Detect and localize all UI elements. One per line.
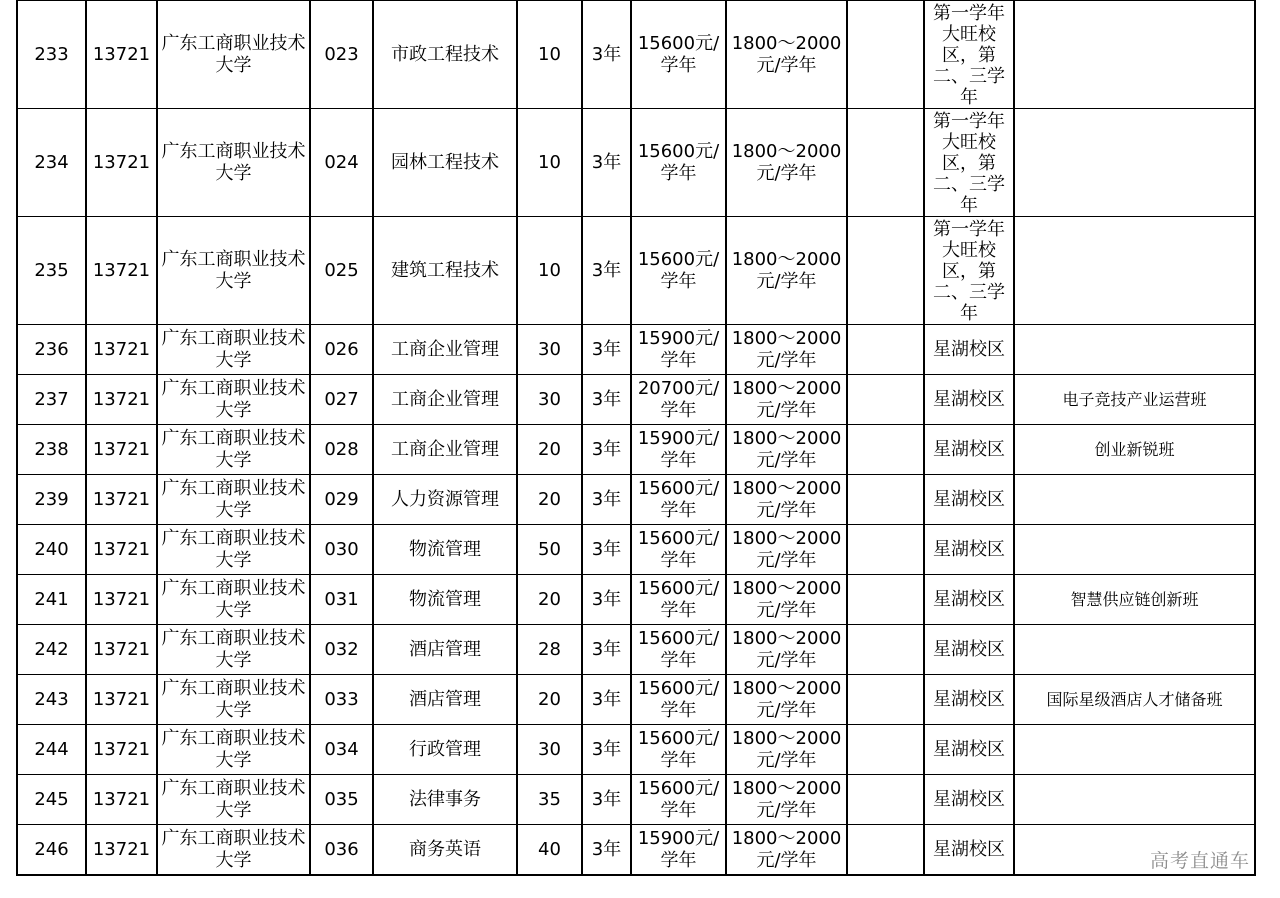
plan-count-cell: 35	[517, 775, 582, 825]
admissions-plan-table	[16, 0, 1256, 876]
accommodation-fee-cell: 1800～2000元/学年	[726, 825, 847, 876]
duration-cell: 3年	[582, 325, 631, 375]
tuition-cell: 15600元/学年	[631, 1, 726, 109]
school-code-cell: 13721	[86, 109, 157, 217]
plan-count-cell: 30	[517, 325, 582, 375]
major-name-cell: 商务英语	[373, 825, 517, 876]
campus-cell: 星湖校区	[924, 625, 1014, 675]
plan-count-cell: 30	[517, 725, 582, 775]
tuition-cell: 15600元/学年	[631, 625, 726, 675]
school-name-cell: 广东工商职业技术大学	[157, 425, 310, 475]
plan-count-cell: 20	[517, 575, 582, 625]
major-name-cell: 人力资源管理	[373, 475, 517, 525]
accommodation-fee-cell: 1800～2000元/学年	[726, 625, 847, 675]
seq-cell: 242	[17, 625, 86, 675]
remark-cell	[1014, 725, 1255, 775]
accommodation-fee-cell: 1800～2000元/学年	[726, 575, 847, 625]
remark-cell	[1014, 625, 1255, 675]
school-name-cell: 广东工商职业技术大学	[157, 109, 310, 217]
campus-cell: 星湖校区	[924, 375, 1014, 425]
accommodation-fee-cell: 1800～2000元/学年	[726, 217, 847, 325]
table-row	[17, 325, 1255, 375]
campus-cell: 星湖校区	[924, 425, 1014, 475]
tuition-cell: 20700元/学年	[631, 375, 726, 425]
tuition-cell: 15900元/学年	[631, 325, 726, 375]
duration-cell: 3年	[582, 625, 631, 675]
tuition-cell: 15600元/学年	[631, 775, 726, 825]
school-name-cell: 广东工商职业技术大学	[157, 325, 310, 375]
table-body	[17, 1, 1255, 876]
major-name-cell: 工商企业管理	[373, 425, 517, 475]
plan-count-cell: 20	[517, 675, 582, 725]
seq-cell: 236	[17, 325, 86, 375]
seq-cell: 245	[17, 775, 86, 825]
duration-cell: 3年	[582, 1, 631, 109]
duration-cell: 3年	[582, 375, 631, 425]
major-code-cell: 031	[310, 575, 373, 625]
duration-cell: 3年	[582, 525, 631, 575]
remark-cell	[1014, 1, 1255, 109]
school-name-cell: 广东工商职业技术大学	[157, 575, 310, 625]
table-row	[17, 775, 1255, 825]
remark-cell: 国际星级酒店人才储备班	[1014, 675, 1255, 725]
school-code-cell: 13721	[86, 725, 157, 775]
accommodation-fee-cell: 1800～2000元/学年	[726, 109, 847, 217]
school-code-cell: 13721	[86, 775, 157, 825]
empty-cell	[847, 575, 924, 625]
table-row	[17, 375, 1255, 425]
plan-count-cell: 10	[517, 1, 582, 109]
major-name-cell: 工商企业管理	[373, 375, 517, 425]
empty-cell	[847, 1, 924, 109]
major-code-cell: 025	[310, 217, 373, 325]
major-code-cell: 035	[310, 775, 373, 825]
plan-count-cell: 10	[517, 217, 582, 325]
plan-count-cell: 40	[517, 825, 582, 876]
plan-count-cell: 20	[517, 425, 582, 475]
school-name-cell: 广东工商职业技术大学	[157, 375, 310, 425]
major-code-cell: 032	[310, 625, 373, 675]
empty-cell	[847, 825, 924, 876]
remark-cell: 电子竞技产业运营班	[1014, 375, 1255, 425]
duration-cell: 3年	[582, 475, 631, 525]
duration-cell: 3年	[582, 425, 631, 475]
major-name-cell: 物流管理	[373, 525, 517, 575]
school-code-cell: 13721	[86, 375, 157, 425]
accommodation-fee-cell: 1800～2000元/学年	[726, 725, 847, 775]
empty-cell	[847, 775, 924, 825]
major-code-cell: 026	[310, 325, 373, 375]
school-code-cell: 13721	[86, 217, 157, 325]
school-name-cell: 广东工商职业技术大学	[157, 725, 310, 775]
empty-cell	[847, 475, 924, 525]
school-name-cell: 广东工商职业技术大学	[157, 675, 310, 725]
campus-cell: 星湖校区	[924, 575, 1014, 625]
duration-cell: 3年	[582, 575, 631, 625]
campus-cell: 第一学年大旺校区，第二、三学年	[924, 109, 1014, 217]
major-name-cell: 法律事务	[373, 775, 517, 825]
remark-cell	[1014, 525, 1255, 575]
seq-cell: 234	[17, 109, 86, 217]
seq-cell: 233	[17, 1, 86, 109]
remark-cell	[1014, 325, 1255, 375]
tuition-cell: 15600元/学年	[631, 525, 726, 575]
major-code-cell: 036	[310, 825, 373, 876]
seq-cell: 237	[17, 375, 86, 425]
school-code-cell: 13721	[86, 475, 157, 525]
seq-cell: 239	[17, 475, 86, 525]
school-name-cell: 广东工商职业技术大学	[157, 625, 310, 675]
campus-cell: 星湖校区	[924, 675, 1014, 725]
major-code-cell: 028	[310, 425, 373, 475]
empty-cell	[847, 525, 924, 575]
tuition-cell: 15600元/学年	[631, 675, 726, 725]
school-name-cell: 广东工商职业技术大学	[157, 775, 310, 825]
accommodation-fee-cell: 1800～2000元/学年	[726, 675, 847, 725]
table-row	[17, 425, 1255, 475]
school-code-cell: 13721	[86, 675, 157, 725]
table-row	[17, 675, 1255, 725]
empty-cell	[847, 325, 924, 375]
major-code-cell: 024	[310, 109, 373, 217]
tuition-cell: 15900元/学年	[631, 825, 726, 876]
table-row	[17, 625, 1255, 675]
campus-cell: 星湖校区	[924, 725, 1014, 775]
remark-cell: 创业新锐班	[1014, 425, 1255, 475]
table-row	[17, 1, 1255, 109]
tuition-cell: 15900元/学年	[631, 425, 726, 475]
seq-cell: 244	[17, 725, 86, 775]
school-code-cell: 13721	[86, 825, 157, 876]
major-name-cell: 建筑工程技术	[373, 217, 517, 325]
major-code-cell: 029	[310, 475, 373, 525]
campus-cell: 星湖校区	[924, 475, 1014, 525]
campus-cell: 第一学年大旺校区，第二、三学年	[924, 1, 1014, 109]
major-name-cell: 酒店管理	[373, 625, 517, 675]
campus-cell: 星湖校区	[924, 325, 1014, 375]
empty-cell	[847, 217, 924, 325]
tuition-cell: 15600元/学年	[631, 109, 726, 217]
accommodation-fee-cell: 1800～2000元/学年	[726, 775, 847, 825]
duration-cell: 3年	[582, 775, 631, 825]
seq-cell: 240	[17, 525, 86, 575]
empty-cell	[847, 625, 924, 675]
major-code-cell: 030	[310, 525, 373, 575]
seq-cell: 241	[17, 575, 86, 625]
accommodation-fee-cell: 1800～2000元/学年	[726, 475, 847, 525]
table-row	[17, 725, 1255, 775]
campus-cell: 星湖校区	[924, 825, 1014, 876]
major-code-cell: 033	[310, 675, 373, 725]
tuition-cell: 15600元/学年	[631, 475, 726, 525]
accommodation-fee-cell: 1800～2000元/学年	[726, 1, 847, 109]
table-row	[17, 575, 1255, 625]
campus-cell: 第一学年大旺校区，第二、三学年	[924, 217, 1014, 325]
major-name-cell: 物流管理	[373, 575, 517, 625]
empty-cell	[847, 109, 924, 217]
empty-cell	[847, 725, 924, 775]
remark-cell	[1014, 775, 1255, 825]
major-code-cell: 034	[310, 725, 373, 775]
school-code-cell: 13721	[86, 425, 157, 475]
school-name-cell: 广东工商职业技术大学	[157, 1, 310, 109]
accommodation-fee-cell: 1800～2000元/学年	[726, 425, 847, 475]
school-name-cell: 广东工商职业技术大学	[157, 217, 310, 325]
table-row	[17, 475, 1255, 525]
school-name-cell: 广东工商职业技术大学	[157, 525, 310, 575]
duration-cell: 3年	[582, 217, 631, 325]
school-code-cell: 13721	[86, 1, 157, 109]
remark-cell: 智慧供应链创新班	[1014, 575, 1255, 625]
seq-cell: 235	[17, 217, 86, 325]
campus-cell: 星湖校区	[924, 525, 1014, 575]
tuition-cell: 15600元/学年	[631, 725, 726, 775]
plan-count-cell: 28	[517, 625, 582, 675]
major-name-cell: 工商企业管理	[373, 325, 517, 375]
table-row	[17, 109, 1255, 217]
accommodation-fee-cell: 1800～2000元/学年	[726, 325, 847, 375]
school-code-cell: 13721	[86, 325, 157, 375]
remark-cell	[1014, 109, 1255, 217]
empty-cell	[847, 425, 924, 475]
table-row	[17, 217, 1255, 325]
major-name-cell: 园林工程技术	[373, 109, 517, 217]
duration-cell: 3年	[582, 825, 631, 876]
tuition-cell: 15600元/学年	[631, 575, 726, 625]
school-code-cell: 13721	[86, 525, 157, 575]
campus-cell: 星湖校区	[924, 775, 1014, 825]
plan-count-cell: 20	[517, 475, 582, 525]
remark-cell	[1014, 475, 1255, 525]
watermark-text: 高考直通车	[1149, 850, 1250, 872]
empty-cell	[847, 675, 924, 725]
school-name-cell: 广东工商职业技术大学	[157, 475, 310, 525]
plan-count-cell: 50	[517, 525, 582, 575]
school-code-cell: 13721	[86, 575, 157, 625]
empty-cell	[847, 375, 924, 425]
seq-cell: 243	[17, 675, 86, 725]
accommodation-fee-cell: 1800～2000元/学年	[726, 375, 847, 425]
accommodation-fee-cell: 1800～2000元/学年	[726, 525, 847, 575]
school-name-cell: 广东工商职业技术大学	[157, 825, 310, 876]
remark-cell	[1014, 217, 1255, 325]
seq-cell: 246	[17, 825, 86, 876]
major-code-cell: 027	[310, 375, 373, 425]
duration-cell: 3年	[582, 725, 631, 775]
major-code-cell: 023	[310, 1, 373, 109]
tuition-cell: 15600元/学年	[631, 217, 726, 325]
major-name-cell: 市政工程技术	[373, 1, 517, 109]
school-code-cell: 13721	[86, 625, 157, 675]
plan-count-cell: 10	[517, 109, 582, 217]
table-row	[17, 825, 1255, 876]
seq-cell: 238	[17, 425, 86, 475]
duration-cell: 3年	[582, 675, 631, 725]
duration-cell: 3年	[582, 109, 631, 217]
plan-count-cell: 30	[517, 375, 582, 425]
major-name-cell: 酒店管理	[373, 675, 517, 725]
major-name-cell: 行政管理	[373, 725, 517, 775]
table-row	[17, 525, 1255, 575]
